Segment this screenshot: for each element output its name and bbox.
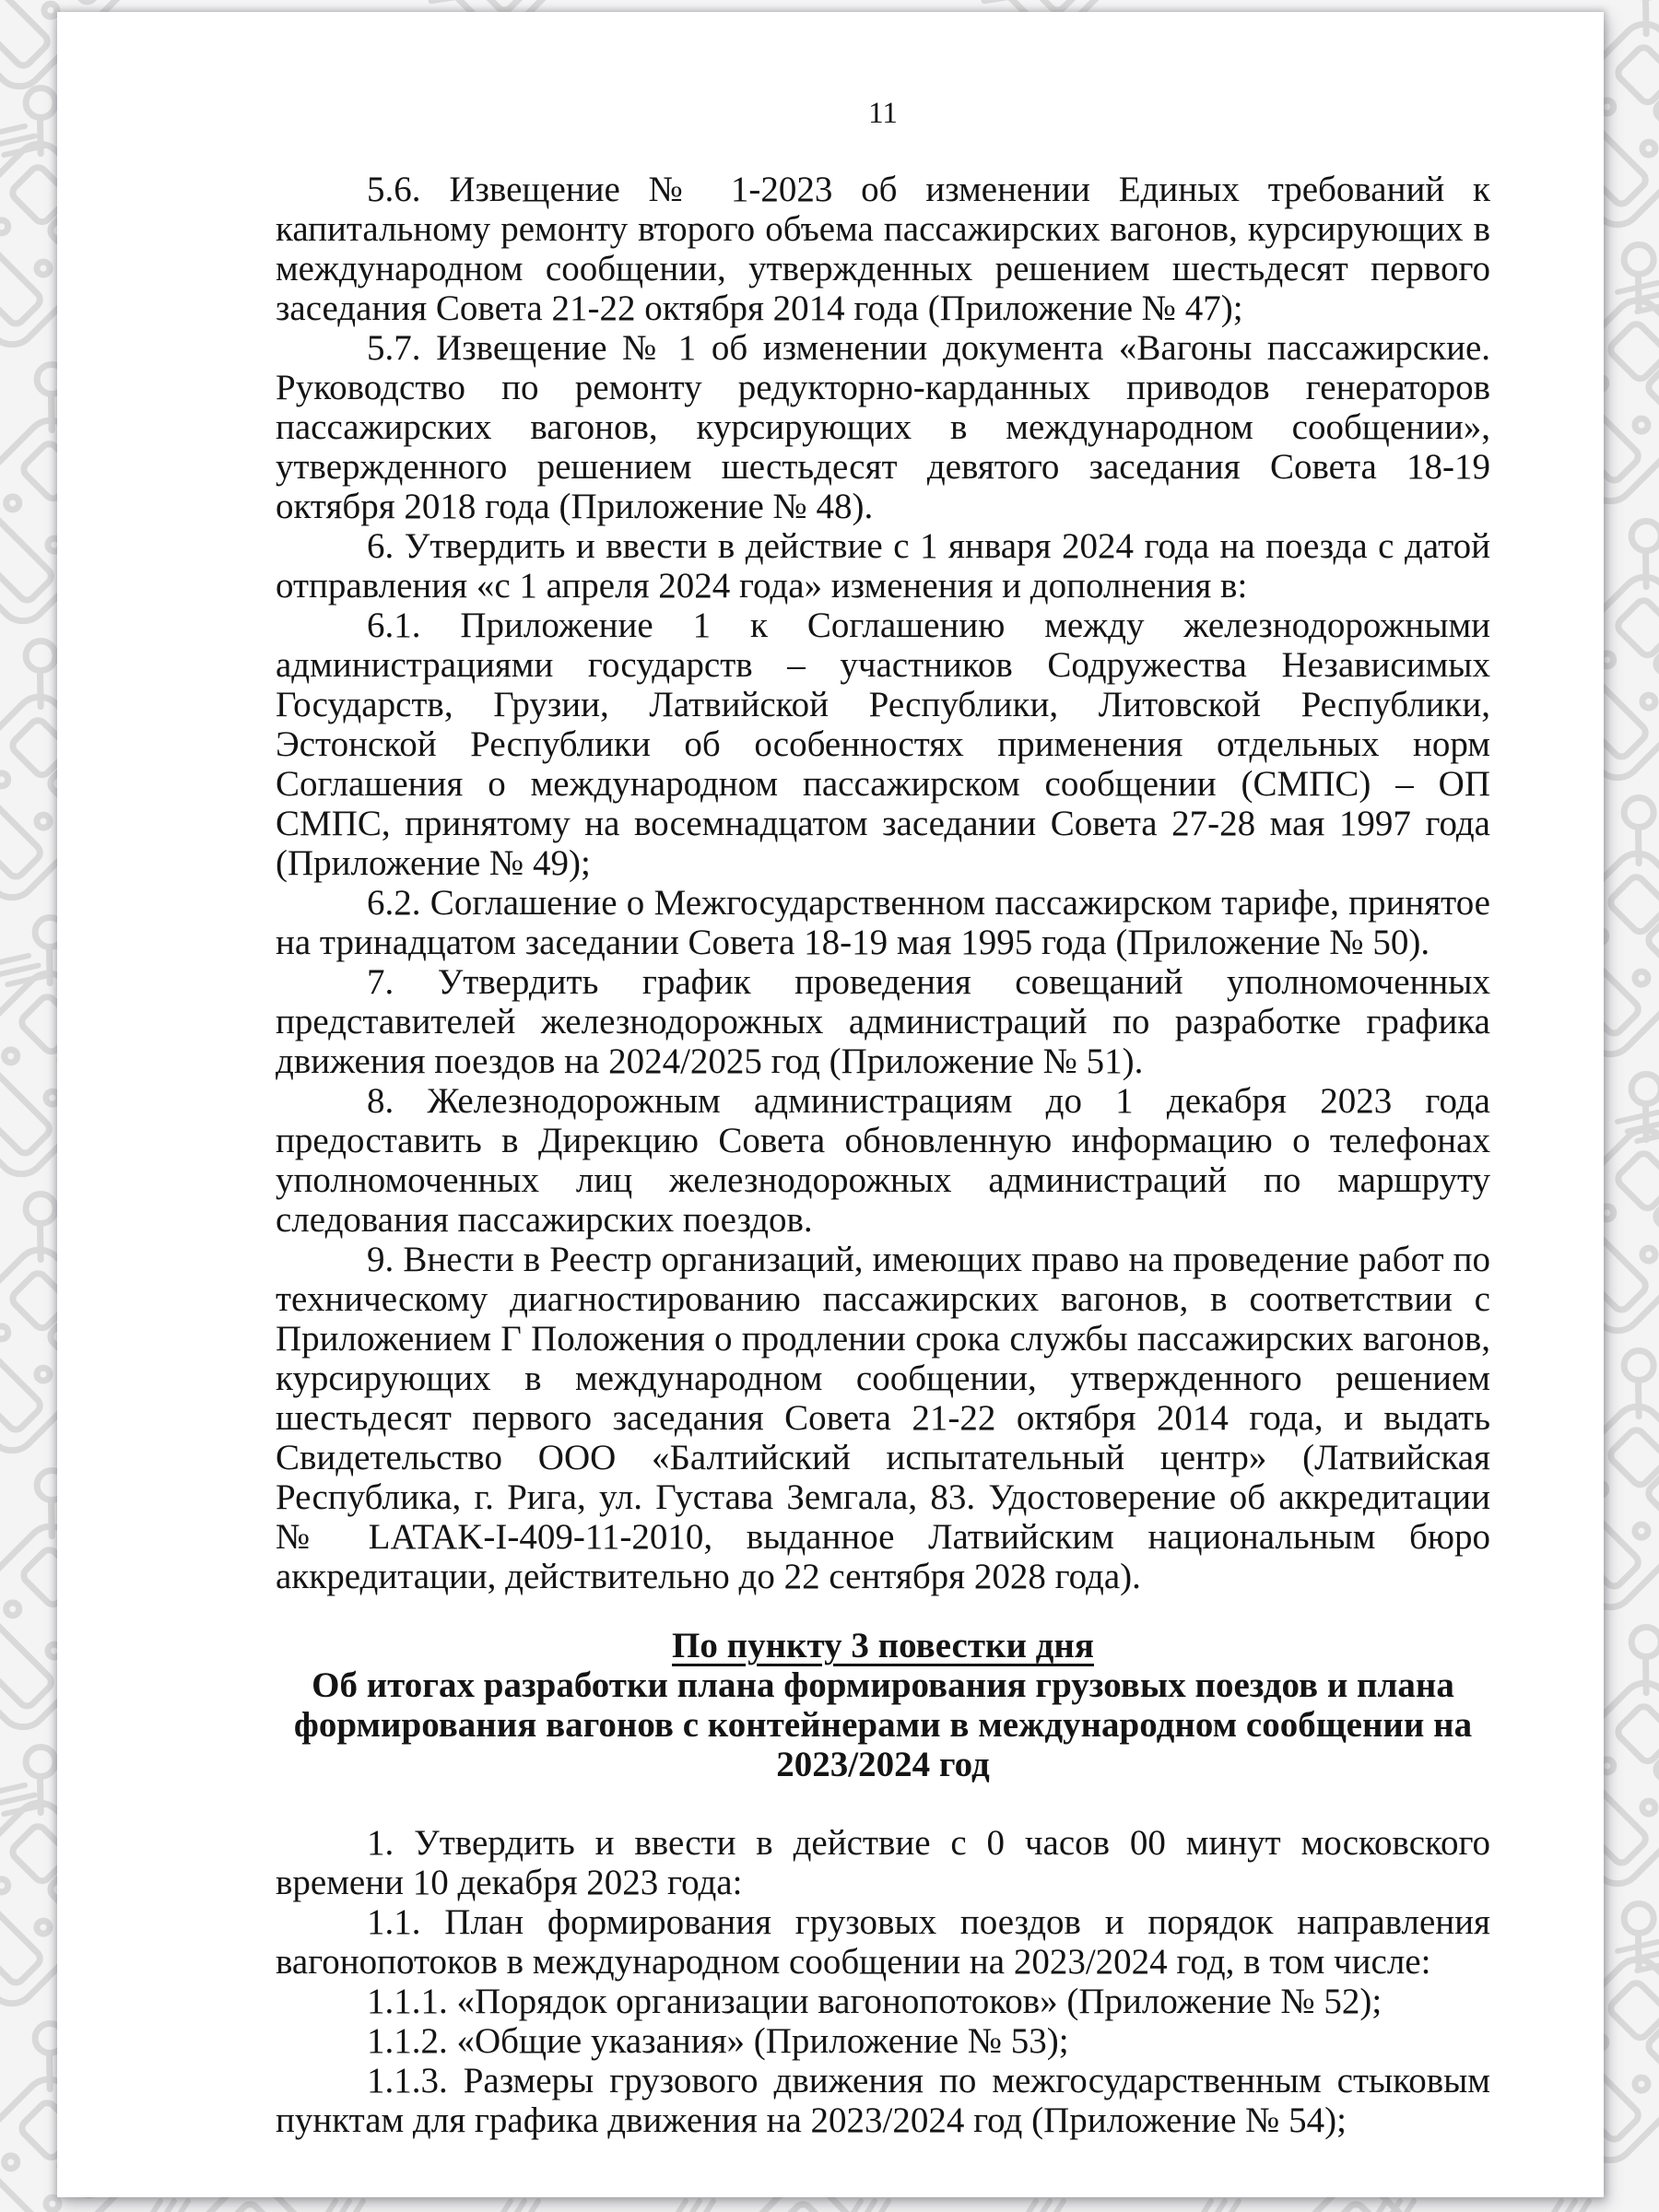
paragraph-1-1-1: 1.1.1. «Порядок организации вагонопотоков» (Приложение № 52); bbox=[367, 1982, 1382, 2021]
paragraph-1-1-3: 1.1.3. Размеры грузового движения по межгосударственным стыковым пунктам для графика движения на 2023/2024 год (Приложение № 54); bbox=[276, 2061, 1490, 2140]
paragraph-6: 6. Утвердить и ввести в действие с 1 января 2024 года на поезда с датой отправления «с 1 апреля 2024 года» изменения и дополнения в: bbox=[276, 526, 1490, 606]
section-heading-subtitle-line-3: 2023/2024 год bbox=[776, 1745, 990, 1784]
paragraph-8: 8. Железнодорожным администрациям до 1 декабря 2023 года предоставить в Дирекцию Совета обновленную информацию о телефонах уполномоченных лиц железнодорожных администраций по маршруту следования пассажирских поездов. bbox=[276, 1081, 1490, 1240]
paragraph-6-2: 6.2. Соглашение о Межгосударственном пассажирском тарифе, принятое на тринадцатом заседании Совета 18-19 мая 1995 года (Приложение № 50). bbox=[276, 883, 1490, 962]
section-heading-subtitle-line-1: Об итогах разработки плана формирования грузовых поездов и плана bbox=[312, 1665, 1454, 1705]
paragraph-5-6: 5.6. Извещение № 1-2023 об изменении Единых требований к капитальному ремонту второго объема пассажирских вагонов, курсирующих в международном сообщении, утвержденных решением шестьдесят первого заседания Совета 21-22 октября 2014 года (Приложение № 47); bbox=[276, 170, 1490, 328]
paragraph-1-1-2: 1.1.2. «Общие указания» (Приложение № 53); bbox=[367, 2021, 1069, 2061]
paragraph-5-7: 5.7. Извещение № 1 об изменении документа «Вагоны пассажирские. Руководство по ремонту редукторно-карданных приводов генераторов пассажирских вагонов, курсирующих в международном сообщении», утвержденного решением шестьдесят девятого заседания Совета 18-19 октября 2018 года (Приложение № 48). bbox=[276, 328, 1490, 526]
paragraph-7: 7. Утвердить график проведения совещаний уполномоченных представителей железнодорожных администраций по разработке графика движения поездов на 2024/2025 год (Приложение № 51). bbox=[276, 962, 1490, 1081]
document-body bbox=[276, 170, 1490, 2140]
paragraph-9: 9. Внести в Реестр организаций, имеющих право на проведение работ по техническому диагностированию пассажирских вагонов, в соответствии с Приложением Г Положения о продлении срока службы пассажирских вагонов, курсирующих в международном сообщении, утвержденного решением шестьдесят первого заседания Совета 21-22 октября 2014 года, и выдать Свидетельство ООО «Балтийский испытательный центр» (Латвийская Республика, г. Рига, ул. Густава Земгала, 83. Удостоверение об аккредитации № LATAK-I-409-11-2010, выданное Латвийским национальным бюро аккредитации, действительно до 22 сентября 2028 года). bbox=[276, 1240, 1490, 1596]
document-page bbox=[57, 12, 1604, 2197]
paragraph-6-1: 6.1. Приложение 1 к Соглашению между железнодорожными администрациями государств – участников Содружества Независимых Государств, Грузии, Латвийской Республики, Литовской Республики, Эстонской Республики об особенностях применения отдельных норм Соглашения о международном пассажирском сообщении (СМПС) – ОП СМПС, принятому на восемнадцатом заседании Совета 27-28 мая 1997 года (Приложение № 49); bbox=[276, 606, 1490, 883]
page-content bbox=[276, 12, 1490, 2140]
section-heading-subtitle-line-2: формирования вагонов с контейнерами в международном сообщении на bbox=[293, 1705, 1473, 1745]
paragraph-1: 1. Утвердить и ввести в действие с 0 часов 00 минут московского времени 10 декабря 2023 года: bbox=[276, 1823, 1490, 1902]
paragraph-1-1: 1.1. План формирования грузовых поездов и порядок направления вагонопотоков в международном сообщении на 2023/2024 год, в том числе: bbox=[276, 1902, 1490, 1982]
section-heading-title: По пункту 3 повестки дня bbox=[672, 1626, 1094, 1665]
page-number: 11 bbox=[868, 97, 898, 130]
